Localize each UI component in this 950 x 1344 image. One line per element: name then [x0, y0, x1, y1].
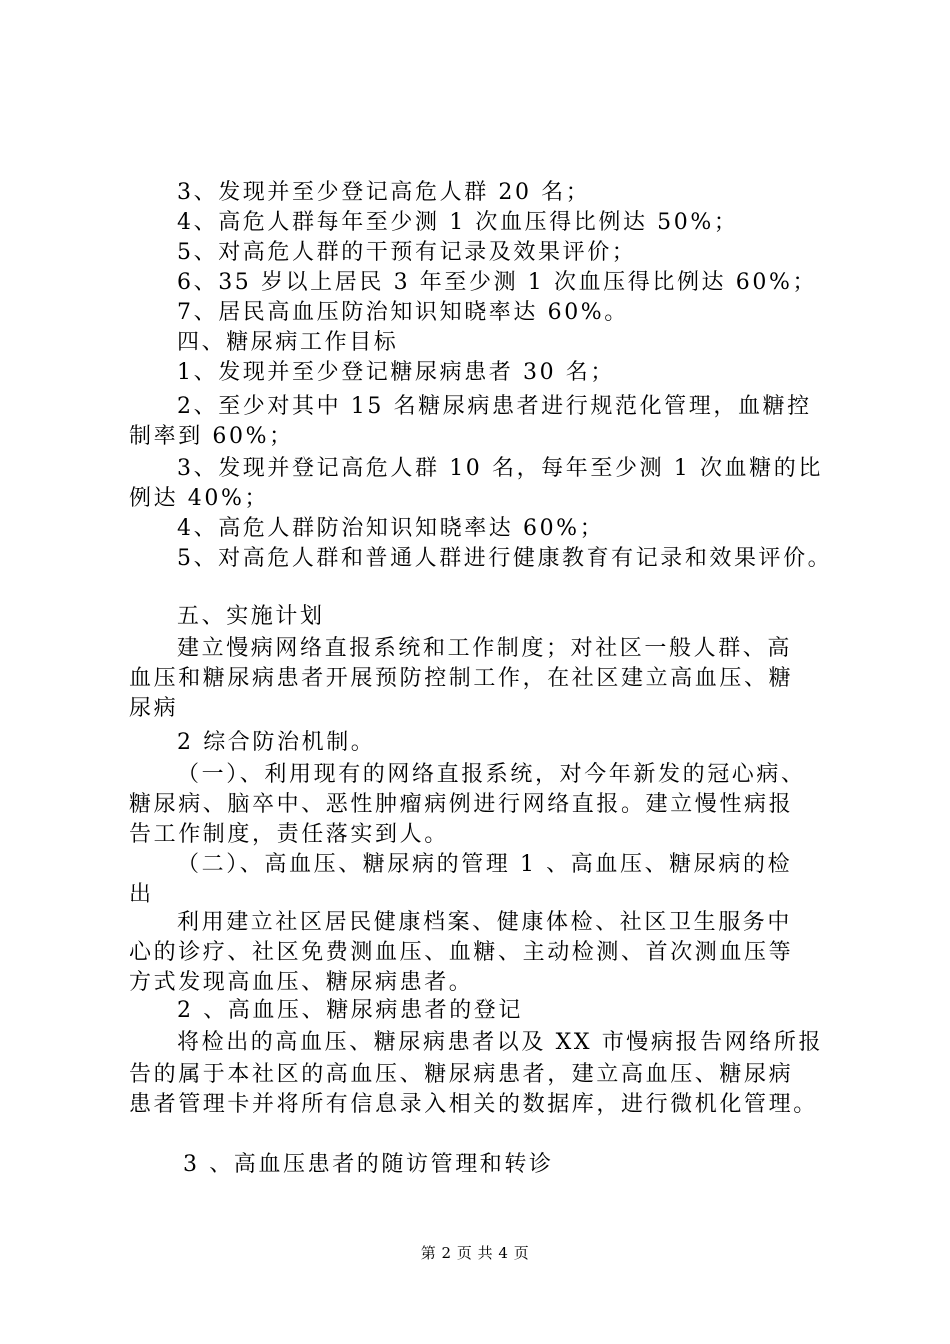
text-line: 建立慢病网络直报系统和工作制度；对社区一般人群、高: [177, 636, 793, 661]
text-line: 利用建立社区居民健康档案、健康体检、社区卫生服务中: [177, 910, 793, 935]
text-line: 6、35 岁以上居民 3 年至少测 1 次血压得比例达 60%；: [177, 270, 818, 295]
section-heading: 四、糖尿病工作目标: [177, 330, 399, 355]
text-line: 制率到 60%；: [129, 424, 294, 449]
text-line: 3、发现并至少登记高危人群 20 名；: [177, 180, 591, 205]
text-line: 患者管理卡并将所有信息录入相关的数据库，进行微机化管理。: [129, 1092, 818, 1117]
text-line: 告工作制度，责任落实到人。: [129, 822, 449, 847]
section-heading: 五、实施计划: [177, 604, 325, 629]
text-line: 2、至少对其中 15 名糖尿病患者进行规范化管理，血糖控: [177, 394, 812, 419]
text-line: 2 、高血压、糖尿病患者的登记: [177, 998, 523, 1023]
text-line: 1、发现并至少登记糖尿病患者 30 名；: [177, 360, 615, 385]
text-line: 例达 40%；: [129, 486, 270, 511]
text-line: 出: [129, 882, 154, 907]
text-line: （一）、利用现有的网络直报系统，对今年新发的冠心病、: [177, 762, 806, 787]
text-line: 4、高危人群每年至少测 1 次血压得比例达 50%；: [177, 210, 739, 235]
text-line: 血压和糖尿病患者开展预防控制工作，在社区建立高血压、糖: [129, 666, 794, 691]
text-line: 5、对高危人群的干预有记录及效果评价；: [177, 240, 637, 265]
text-line: 方式发现高血压、糖尿病患者。: [129, 970, 474, 995]
text-line: 5、对高危人群和普通人群进行健康教育有记录和效果评价。: [177, 546, 833, 571]
text-line: 2 综合防治机制。: [177, 730, 376, 755]
text-line: 糖尿病、脑卒中、恶性肿瘤病例进行网络直报。建立慢性病报: [129, 792, 794, 817]
text-line: 告的属于本社区的高血压、糖尿病患者，建立高血压、糖尿病: [129, 1062, 794, 1087]
text-line: 4、高危人群防治知识知晓率达 60%；: [177, 516, 605, 541]
text-line: 心的诊疗、社区免费测血压、血糖、主动检测、首次测血压等: [129, 940, 794, 965]
page-number-footer: 第 2 页 共 4 页: [420, 1244, 530, 1262]
text-line: 3 、高血压患者的随访管理和转诊: [183, 1152, 554, 1177]
text-line: 7、居民高血压防治知识知晓率达 60%。: [177, 300, 629, 325]
text-line: 将检出的高血压、糖尿病患者以及 XX 市慢病报告网络所报: [177, 1030, 824, 1055]
text-line: 3、发现并登记高危人群 10 名，每年至少测 1 次血糖的比: [177, 456, 823, 481]
text-line: 尿病: [129, 696, 179, 721]
text-line: （二）、高血压、糖尿病的管理 1 、高血压、糖尿病的检: [177, 852, 793, 877]
